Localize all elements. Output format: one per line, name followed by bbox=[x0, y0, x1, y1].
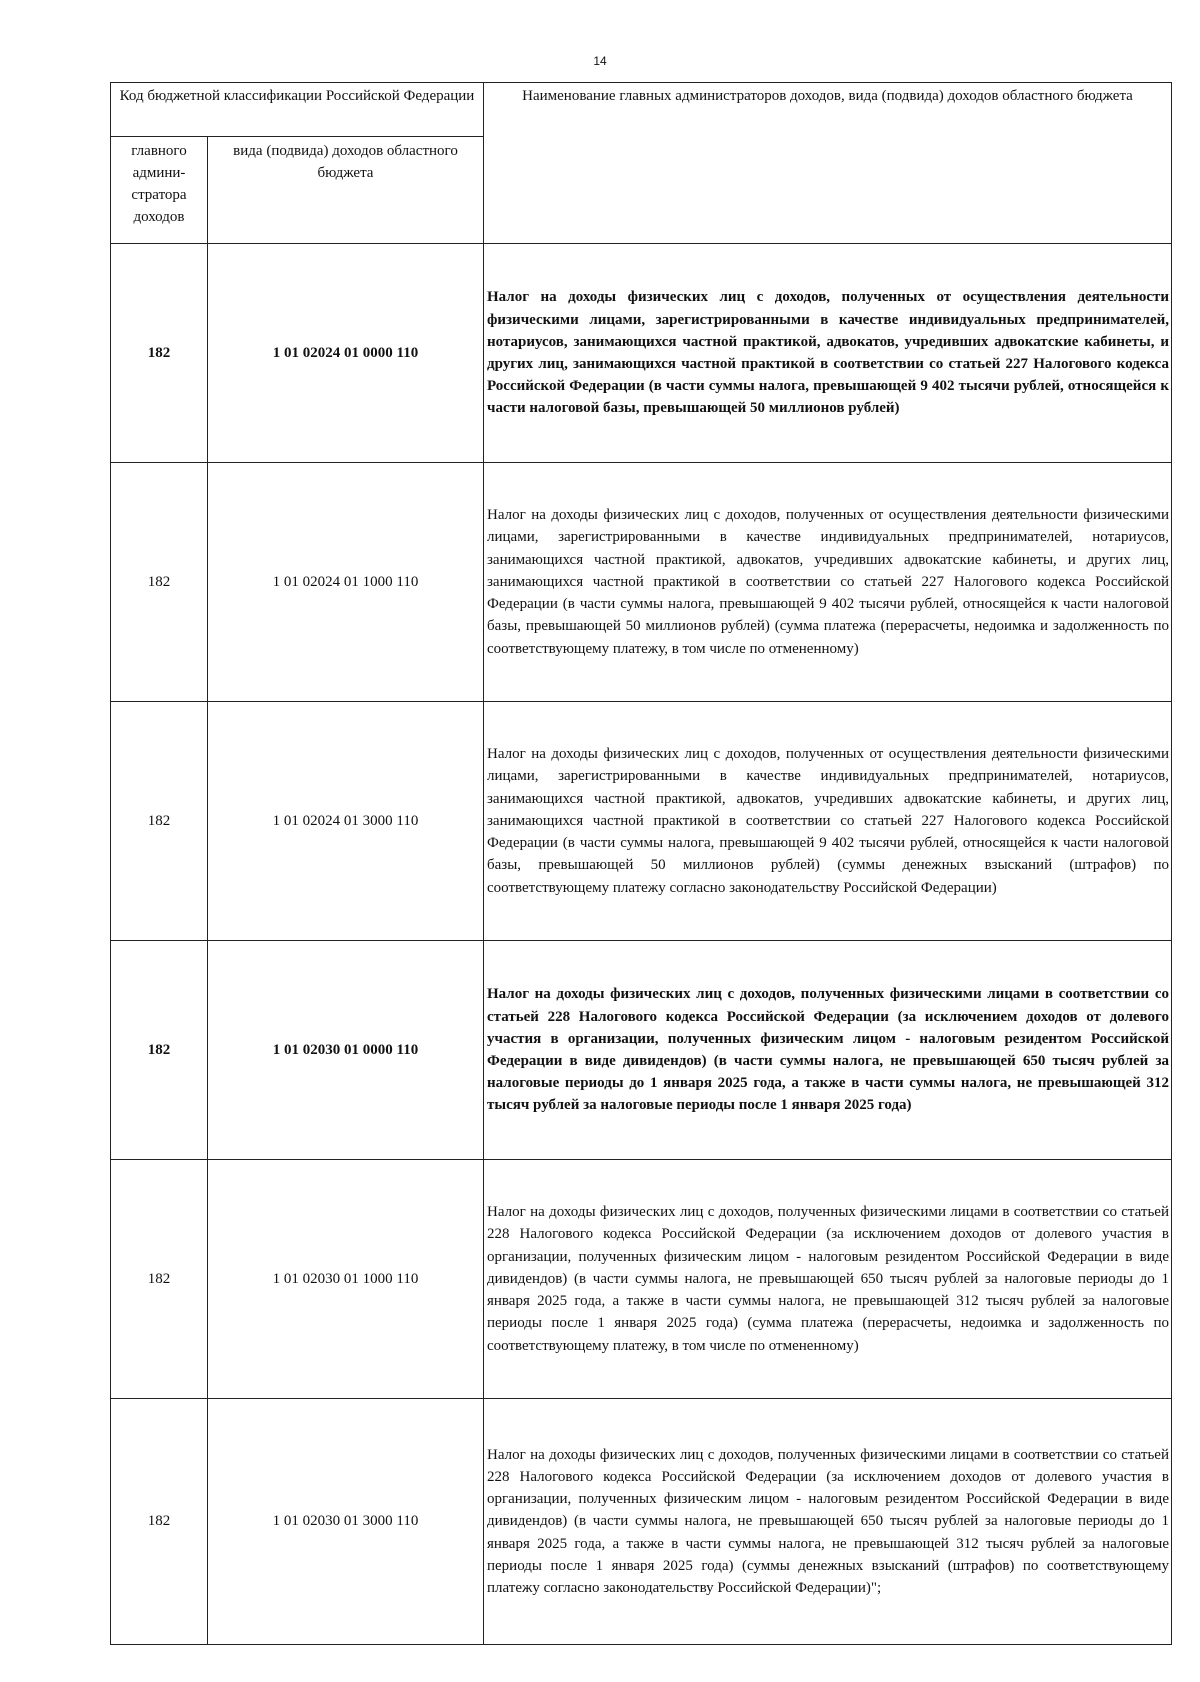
revenue-code-cell: 1 01 02024 01 1000 110 bbox=[208, 463, 484, 702]
revenue-name-cell: Налог на доходы физических лиц с доходов, полученных физическими лицами в соответствии со статьей 228 Налогового кодекса Российской Федерации (за исключением доходов от долевого участия в организации, полученных физическим лицом - налоговым резидентом Российской Федерации в виде дивидендов) (в части суммы налога, не превышающей 650 тысяч рублей за налоговые периоды до 1 января 2025 года, а также в части суммы налога, не превышающей 312 тысяч рублей за налоговые периоды после 1 января 2025 года) bbox=[484, 941, 1172, 1160]
revenue-code-cell: 1 01 02030 01 0000 110 bbox=[208, 941, 484, 1160]
revenue-code-cell: 1 01 02024 01 3000 110 bbox=[208, 702, 484, 941]
header-type-column: вида (подвида) доходов областного бюджета bbox=[208, 137, 484, 244]
revenue-name-cell: Налог на доходы физических лиц с доходов, полученных от осуществления деятельности физическими лицами, зарегистрированными в качестве индивидуальных предпринимателей, нотариусов, занимающихся частной практикой, адвокатов, учредивших адвокатские кабинеты, и других лиц, занимающихся частной практикой в соответствии со статьей 227 Налогового кодекса Российской Федерации (в части суммы налога, превышающей 9 402 тысячи рублей, относящейся к части налоговой базы, превышающей 50 миллионов рублей) (суммы денежных взысканий (штрафов) по соответствующему платежу согласно законодательству Российской Федерации) bbox=[484, 702, 1172, 941]
header-code-group: Код бюджетной классификации Российской Федерации bbox=[111, 83, 484, 137]
header-name-column: Наименование главных администраторов доходов, вида (подвида) доходов областного бюджета bbox=[484, 83, 1172, 244]
admin-code-cell: 182 bbox=[111, 244, 208, 463]
revenue-name-cell: Налог на доходы физических лиц с доходов, полученных от осуществления деятельности физическими лицами, зарегистрированными в качестве индивидуальных предпринимателей, нотариусов, занимающихся частной практикой, адвокатов, учредивших адвокатские кабинеты, и других лиц, занимающихся частной практикой в соответствии со статьей 227 Налогового кодекса Российской Федерации (в части суммы налога, превышающей 9 402 тысячи рублей, относящейся к части налоговой базы, превышающей 50 миллионов рублей) (сумма платежа (перерасчеты, недоимка и задолженность по соответствующему платежу, в том числе по отмененному) bbox=[484, 463, 1172, 702]
revenue-name-cell: Налог на доходы физических лиц с доходов, полученных физическими лицами в соответствии со статьей 228 Налогового кодекса Российской Федерации (за исключением доходов от долевого участия в организации, полученных физическим лицом - налоговым резидентом Российской Федерации в виде дивидендов) (в части суммы налога, не превышающей 650 тысяч рублей за налоговые периоды до 1 января 2025 года, а также в части суммы налога, не превышающей 312 тысяч рублей за налоговые периоды после 1 января 2025 года) (суммы денежных взысканий (штрафов) по соответствующему платежу согласно законодательству Российской Федерации)"; bbox=[484, 1399, 1172, 1645]
table-row bbox=[111, 1399, 1172, 1645]
revenue-name-cell: Налог на доходы физических лиц с доходов, полученных физическими лицами в соответствии со статьей 228 Налогового кодекса Российской Федерации (за исключением доходов от долевого участия в организации, полученных физическим лицом - налоговым резидентом Российской Федерации в виде дивидендов) (в части суммы налога, не превышающей 650 тысяч рублей за налоговые периоды до 1 января 2025 года, а также в части суммы налога, не превышающей 312 тысяч рублей за налоговые периоды после 1 января 2025 года) (сумма платежа (перерасчеты, недоимка и задолженность по соответствующему платежу, в том числе по отмененному) bbox=[484, 1160, 1172, 1399]
budget-classification-table bbox=[110, 82, 1172, 1645]
revenue-code-cell: 1 01 02030 01 1000 110 bbox=[208, 1160, 484, 1399]
header-admin-column: главного админи-стратора доходов bbox=[111, 137, 208, 244]
table-row bbox=[111, 702, 1172, 941]
table-row bbox=[111, 244, 1172, 463]
revenue-name-cell: Налог на доходы физических лиц с доходов, полученных от осуществления деятельности физическими лицами, зарегистрированными в качестве индивидуальных предпринимателей, нотариусов, занимающихся частной практикой, адвокатов, учредивших адвокатские кабинеты, и других лиц, занимающихся частной практикой в соответствии со статьей 227 Налогового кодекса Российской Федерации (в части суммы налога, превышающей 9 402 тысячи рублей, относящейся к части налоговой базы, превышающей 50 миллионов рублей) bbox=[484, 244, 1172, 463]
revenue-code-cell: 1 01 02024 01 0000 110 bbox=[208, 244, 484, 463]
admin-code-cell: 182 bbox=[111, 702, 208, 941]
table-header-row bbox=[111, 83, 1172, 137]
table-row bbox=[111, 941, 1172, 1160]
admin-code-cell: 182 bbox=[111, 1160, 208, 1399]
admin-code-cell: 182 bbox=[111, 463, 208, 702]
admin-code-cell: 182 bbox=[111, 1399, 208, 1645]
admin-code-cell: 182 bbox=[111, 941, 208, 1160]
page-number: 14 bbox=[593, 54, 607, 68]
table-row bbox=[111, 1160, 1172, 1399]
table-row bbox=[111, 463, 1172, 702]
revenue-code-cell: 1 01 02030 01 3000 110 bbox=[208, 1399, 484, 1645]
